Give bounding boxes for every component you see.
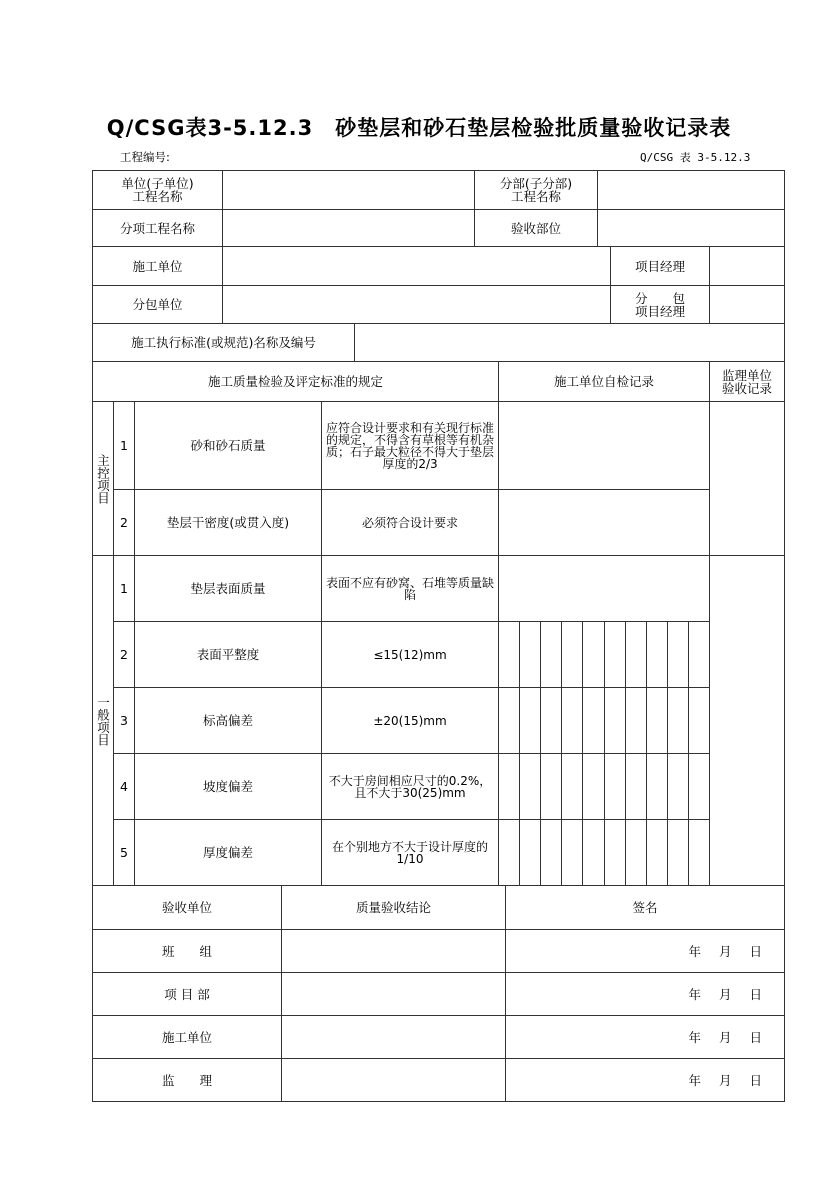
contractor-field[interactable]	[222, 246, 611, 286]
main-item-record[interactable]	[498, 401, 710, 490]
sub-item-label: 分项工程名称	[92, 209, 223, 247]
measurement-cell[interactable]	[498, 621, 520, 688]
measurement-cell[interactable]	[582, 753, 605, 820]
general-item-name: 垫层表面质量	[134, 555, 322, 622]
standard-field[interactable]	[354, 323, 785, 362]
self-check-column-header: 施工单位自检记录	[498, 361, 710, 402]
sub-project-manager-field[interactable]	[709, 285, 785, 324]
acceptance-signature-date[interactable]: 年 月 日	[505, 929, 785, 973]
measurement-cell[interactable]	[625, 819, 647, 886]
general-item-record[interactable]	[498, 555, 710, 622]
measurement-cell[interactable]	[604, 819, 626, 886]
measurement-cell[interactable]	[646, 687, 668, 754]
main-items-supervisor-field[interactable]	[709, 401, 785, 556]
acceptance-unit-header: 验收单位	[92, 885, 282, 930]
acceptance-conclusion-field[interactable]	[281, 1058, 506, 1102]
measurement-cell[interactable]	[519, 819, 541, 886]
general-item-name: 表面平整度	[134, 621, 322, 688]
acceptance-unit-label: 项 目 部	[92, 972, 282, 1016]
measurement-cell[interactable]	[498, 687, 520, 754]
acceptance-signature-header: 签名	[505, 885, 785, 930]
acceptance-signature-date[interactable]: 年 月 日	[505, 1058, 785, 1102]
measurement-cell[interactable]	[688, 753, 710, 820]
contractor-label: 施工单位	[92, 246, 223, 286]
main-item-name: 砂和砂石质量	[134, 401, 322, 490]
acceptance-conclusion-field[interactable]	[281, 972, 506, 1016]
unit-project-field[interactable]	[222, 170, 475, 210]
measurement-cell[interactable]	[498, 819, 520, 886]
measurement-cell[interactable]	[688, 687, 710, 754]
main-item-number: 2	[113, 489, 135, 556]
acceptance-conclusion-field[interactable]	[281, 1015, 506, 1059]
measurement-cell[interactable]	[604, 753, 626, 820]
standard-label: 施工执行标准(或规范)名称及编号	[92, 323, 355, 362]
measurement-cell[interactable]	[582, 621, 605, 688]
measurement-cell[interactable]	[667, 753, 689, 820]
supervisor-column-header: 监理单位 验收记录	[709, 361, 785, 402]
measurement-cell[interactable]	[604, 687, 626, 754]
sub-project-manager-label: 分 包 项目经理	[610, 285, 710, 324]
measurement-cell[interactable]	[667, 621, 689, 688]
measurement-cell[interactable]	[625, 753, 647, 820]
main-item-name: 垫层干密度(或贯入度)	[134, 489, 322, 556]
measurement-cell[interactable]	[540, 819, 562, 886]
acceptance-part-field[interactable]	[597, 209, 785, 247]
general-item-number: 5	[113, 819, 135, 886]
subcontractor-field[interactable]	[222, 285, 611, 324]
measurement-cell[interactable]	[625, 621, 647, 688]
acceptance-conclusion-header: 质量验收结论	[281, 885, 506, 930]
measurement-cell[interactable]	[688, 621, 710, 688]
measurement-cell[interactable]	[561, 819, 583, 886]
main-item-record[interactable]	[498, 489, 710, 556]
measurement-cell[interactable]	[582, 687, 605, 754]
measurement-cell[interactable]	[625, 687, 647, 754]
acceptance-unit-label: 班 组	[92, 929, 282, 973]
acceptance-signature-date[interactable]: 年 月 日	[505, 1015, 785, 1059]
sub-division-field[interactable]	[597, 170, 785, 210]
measurement-cell[interactable]	[561, 687, 583, 754]
general-item-standard: ±20(15)mm	[321, 687, 499, 754]
project-manager-label: 项目经理	[610, 246, 710, 286]
measurement-cell[interactable]	[519, 753, 541, 820]
form-title: Q/CSG表3-5.12.3 砂垫层和砂石垫层检验批质量验收记录表	[106, 116, 732, 140]
measurement-cell[interactable]	[667, 819, 689, 886]
measurement-cell[interactable]	[498, 753, 520, 820]
measurement-cell[interactable]	[561, 621, 583, 688]
measurement-cell[interactable]	[540, 621, 562, 688]
acceptance-signature-date[interactable]: 年 月 日	[505, 972, 785, 1016]
acceptance-unit-label: 监 理	[92, 1058, 282, 1102]
acceptance-unit-label: 施工单位	[92, 1015, 282, 1059]
general-item-standard: 在个别地方不大于设计厚度的1/10	[321, 819, 499, 886]
general-item-standard: 不大于房间相应尺寸的0.2%，且不大于30(25)mm	[321, 753, 499, 820]
measurement-cell[interactable]	[540, 753, 562, 820]
general-item-standard: ≤15(12)mm	[321, 621, 499, 688]
general-items-supervisor-field[interactable]	[709, 555, 785, 886]
measurement-cell[interactable]	[604, 621, 626, 688]
measurement-cell[interactable]	[519, 687, 541, 754]
sub-item-field[interactable]	[222, 209, 475, 247]
main-item-standard: 必须符合设计要求	[321, 489, 499, 556]
project-number-label: 工程编号:	[120, 150, 170, 164]
project-manager-field[interactable]	[709, 246, 785, 286]
measurement-cell[interactable]	[519, 621, 541, 688]
sub-division-label: 分部(子分部) 工程名称	[474, 170, 598, 210]
main-item-standard: 应符合设计要求和有关现行标准的规定，不得含有草根等有机杂质；石子最大粒径不得大于垫层厚度的2/3	[321, 401, 499, 490]
unit-project-label: 单位(子单位) 工程名称	[92, 170, 223, 210]
general-item-number: 3	[113, 687, 135, 754]
measurement-cell[interactable]	[582, 819, 605, 886]
acceptance-part-label: 验收部位	[474, 209, 598, 247]
form-code: Q/CSG 表 3-5.12.3	[640, 151, 751, 164]
general-items-group-label: 一般项目	[92, 555, 114, 886]
measurement-cell[interactable]	[646, 819, 668, 886]
measurement-cell[interactable]	[688, 819, 710, 886]
general-item-standard: 表面不应有砂窝、石堆等质量缺陷	[321, 555, 499, 622]
measurement-cell[interactable]	[646, 621, 668, 688]
general-item-number: 1	[113, 555, 135, 622]
general-item-number: 2	[113, 621, 135, 688]
measurement-cell[interactable]	[646, 753, 668, 820]
general-item-name: 厚度偏差	[134, 819, 322, 886]
measurement-cell[interactable]	[667, 687, 689, 754]
measurement-cell[interactable]	[561, 753, 583, 820]
acceptance-conclusion-field[interactable]	[281, 929, 506, 973]
general-item-name: 坡度偏差	[134, 753, 322, 820]
spec-column-header: 施工质量检验及评定标准的规定	[92, 361, 499, 402]
main-items-group-label: 主控项目	[92, 401, 114, 556]
general-item-number: 4	[113, 753, 135, 820]
general-item-name: 标高偏差	[134, 687, 322, 754]
subcontractor-label: 分包单位	[92, 285, 223, 324]
main-item-number: 1	[113, 401, 135, 490]
measurement-cell[interactable]	[540, 687, 562, 754]
